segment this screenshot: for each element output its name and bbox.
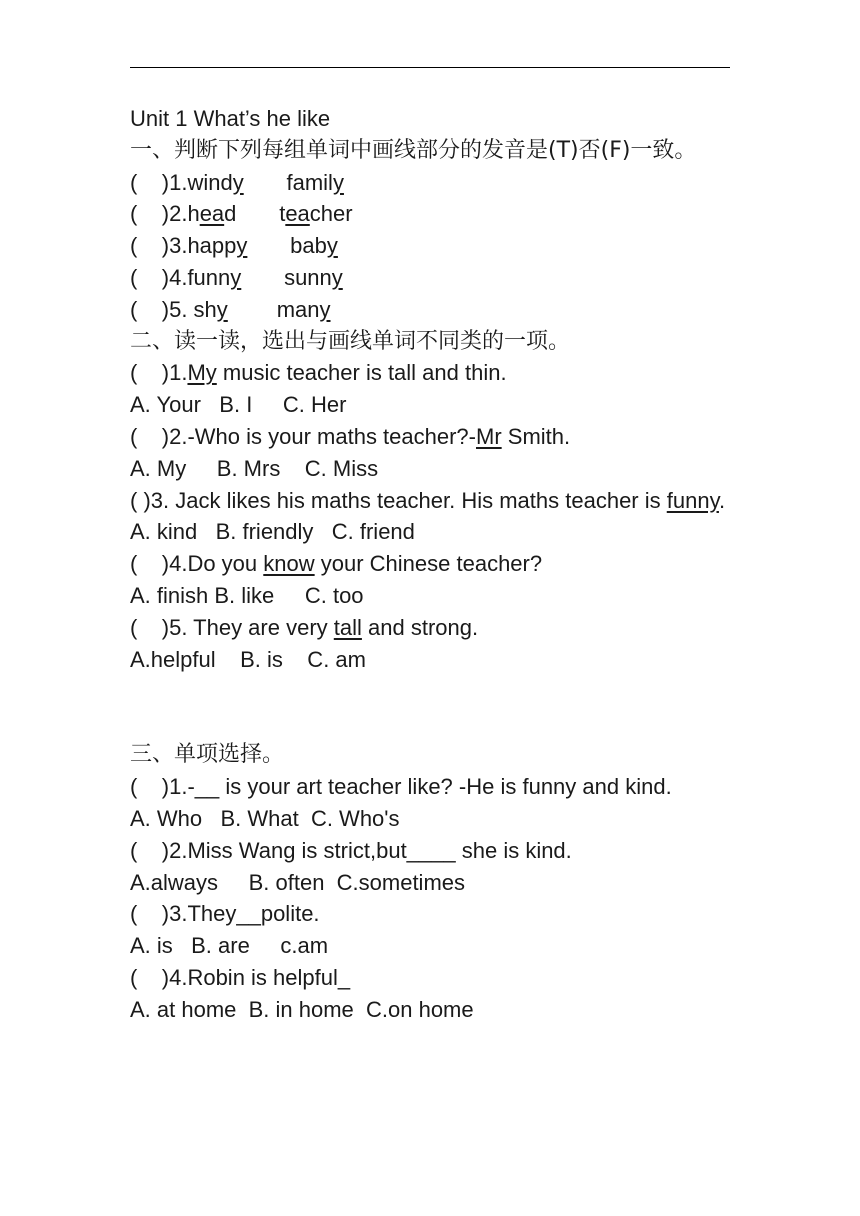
- section3-question-2: ( )2.Miss Wang is strict,but____ she is kind.: [130, 837, 572, 863]
- worksheet-content: [130, 103, 730, 1026]
- section3-options-4: A. at home B. in home C.on home: [130, 996, 474, 1022]
- section3-options-2: A.always B. often C.sometimes: [130, 869, 466, 895]
- section3-question-4: ( )4.Robin is helpful_: [130, 964, 351, 990]
- section1-item: ( )5. shy many: [130, 296, 331, 322]
- section3-question-3: ( )3.They__polite.: [130, 901, 320, 927]
- section1-item: ( )4.funny sunny: [130, 264, 343, 290]
- section2-heading: 二、读一读，选出与画线单词不同类的一项。: [130, 328, 571, 354]
- section1-heading: 一、判断下列每组单词中画线部分的发音是(T)否(F)一致。: [130, 137, 697, 163]
- section2-question-1: ( )1.My music teacher is tall and thin.: [130, 360, 507, 386]
- section2-question-3: ( )3. Jack likes his maths teacher. His maths teacher is funny.: [130, 487, 726, 513]
- section2-options-4: A. finish B. like C. too: [130, 582, 364, 608]
- section1-item: ( )2.head teacher: [130, 201, 353, 227]
- section3-options-3: A. is B. are c.am: [130, 933, 329, 959]
- section2-options-5: A.helpful B. is C. am: [130, 646, 366, 672]
- section-spacer: [130, 675, 730, 739]
- section2-question-5: ( )5. They are very tall and strong.: [130, 614, 479, 640]
- section3-options-1: A. Who B. What C. Who's: [130, 805, 400, 831]
- page-title: Unit 1 What’s he like: [130, 106, 331, 131]
- section2-question-4: ( )4.Do you know your Chinese teacher?: [130, 551, 543, 577]
- section1-item: ( )3.happy baby: [130, 233, 338, 259]
- section2-options-3: A. kind B. friendly C. friend: [130, 519, 415, 545]
- section3-heading: 三、单项选择。: [130, 742, 285, 768]
- section3-question-1: ( )1.-__ is your art teacher like? -He is funny and kind.: [130, 774, 672, 800]
- section2-options-2: A. My B. Mrs C. Miss: [130, 455, 379, 481]
- section2-options-1: A. Your B. I C. Her: [130, 392, 347, 418]
- section1-item: ( )1.windy family: [130, 169, 344, 195]
- section2-question-2: ( )2.-Who is your maths teacher?-Mr Smith.: [130, 423, 571, 449]
- header-rule: [130, 67, 730, 68]
